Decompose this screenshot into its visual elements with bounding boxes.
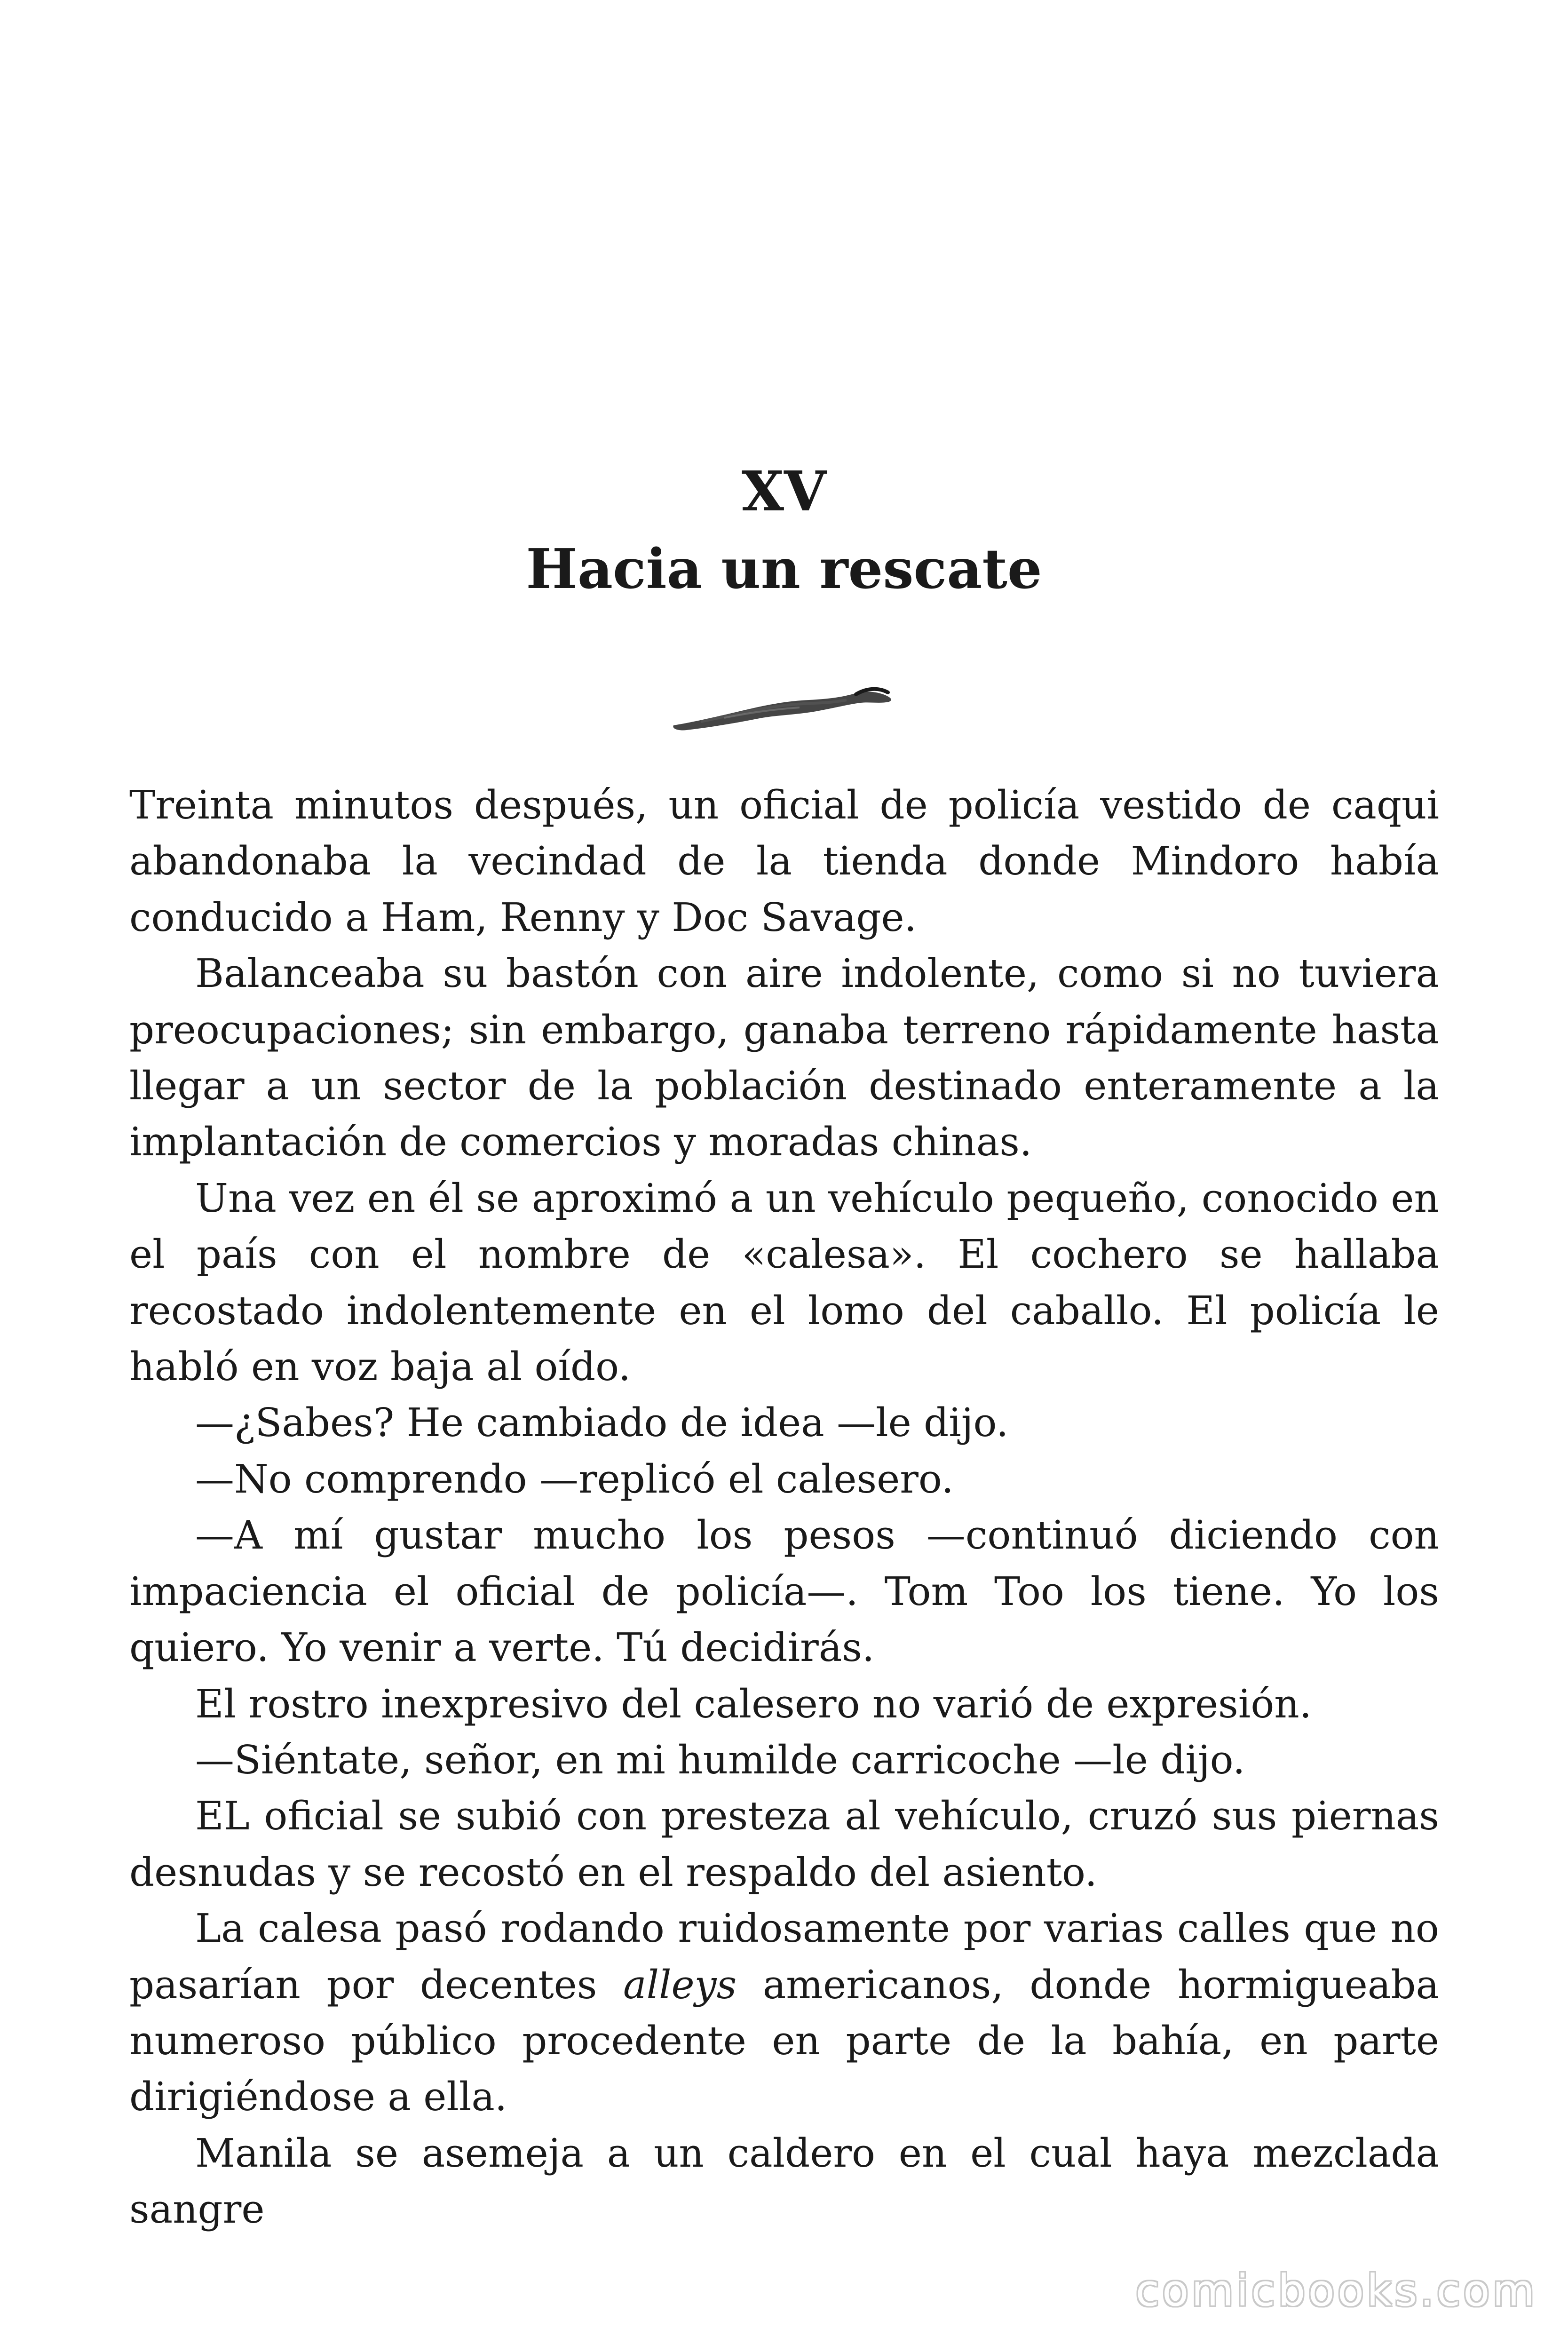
watermark: comicbooks.com [1135, 2265, 1537, 2316]
italic-word: alleys [623, 1962, 737, 2008]
paragraph: EL oficial se subió con presteza al vehículo, cruzó sus piernas desnudas y se recostó en el respaldo del asiento. [129, 1793, 1439, 1895]
paragraph: Una vez en él se aproximó a un vehículo pequeño, conocido en el país con el nombre de «calesa». El cochero se hallaba recostado indolentemente en el lomo del caballo. El policía le habló en voz baja al oído. [129, 1175, 1439, 1390]
paragraph-text: La calesa pasó rodando ruidosamente por varias calles que no pasarían por decentes [129, 1906, 1439, 2008]
body-text [129, 777, 1439, 2238]
brush-stroke-ornament-icon [668, 673, 898, 743]
paragraph: Manila se asemeja a un caldero en el cual haya mezclada sangre [129, 2130, 1439, 2233]
paragraph: Balanceaba su bastón con aire indolente, como si no tuviera preocupaciones; sin embargo, ganaba terreno rápidamente hasta llegar a un sector de la población destinado enteramente a la implantación de comercios y moradas chinas. [129, 951, 1439, 1165]
paragraph-text: americanos, donde hormigueaba numeroso público procedente en parte de la bahía, en parte dirigiéndose a ella. [129, 1962, 1439, 2120]
dialogue-paragraph: —Siéntate, señor, en mi humilde carricoche —le dijo. [195, 1737, 1245, 1783]
paragraph: El rostro inexpresivo del calesero no varió de expresión. [195, 1681, 1312, 1727]
paragraph: Treinta minutos después, un oficial de policía vestido de caqui abandonaba la vecindad de la tienda donde Mindoro había conducido a Ham, Renny y Doc Savage. [129, 782, 1439, 940]
dialogue-paragraph: —A mí gustar mucho los pesos —continuó diciendo con impaciencia el oficial de policía—. Tom Too los tiene. Yo los quiero. Yo venir a verte. Tú decidirás. [129, 1512, 1439, 1671]
paragraph [129, 1900, 1439, 2125]
dialogue-paragraph: —No comprendo —replicó el calesero. [195, 1456, 954, 1502]
chapter-number: XV [741, 460, 826, 524]
dialogue-paragraph: —¿Sabes? He cambiado de idea —le dijo. [195, 1400, 1009, 1446]
chapter-title: Hacia un rescate [526, 537, 1042, 601]
